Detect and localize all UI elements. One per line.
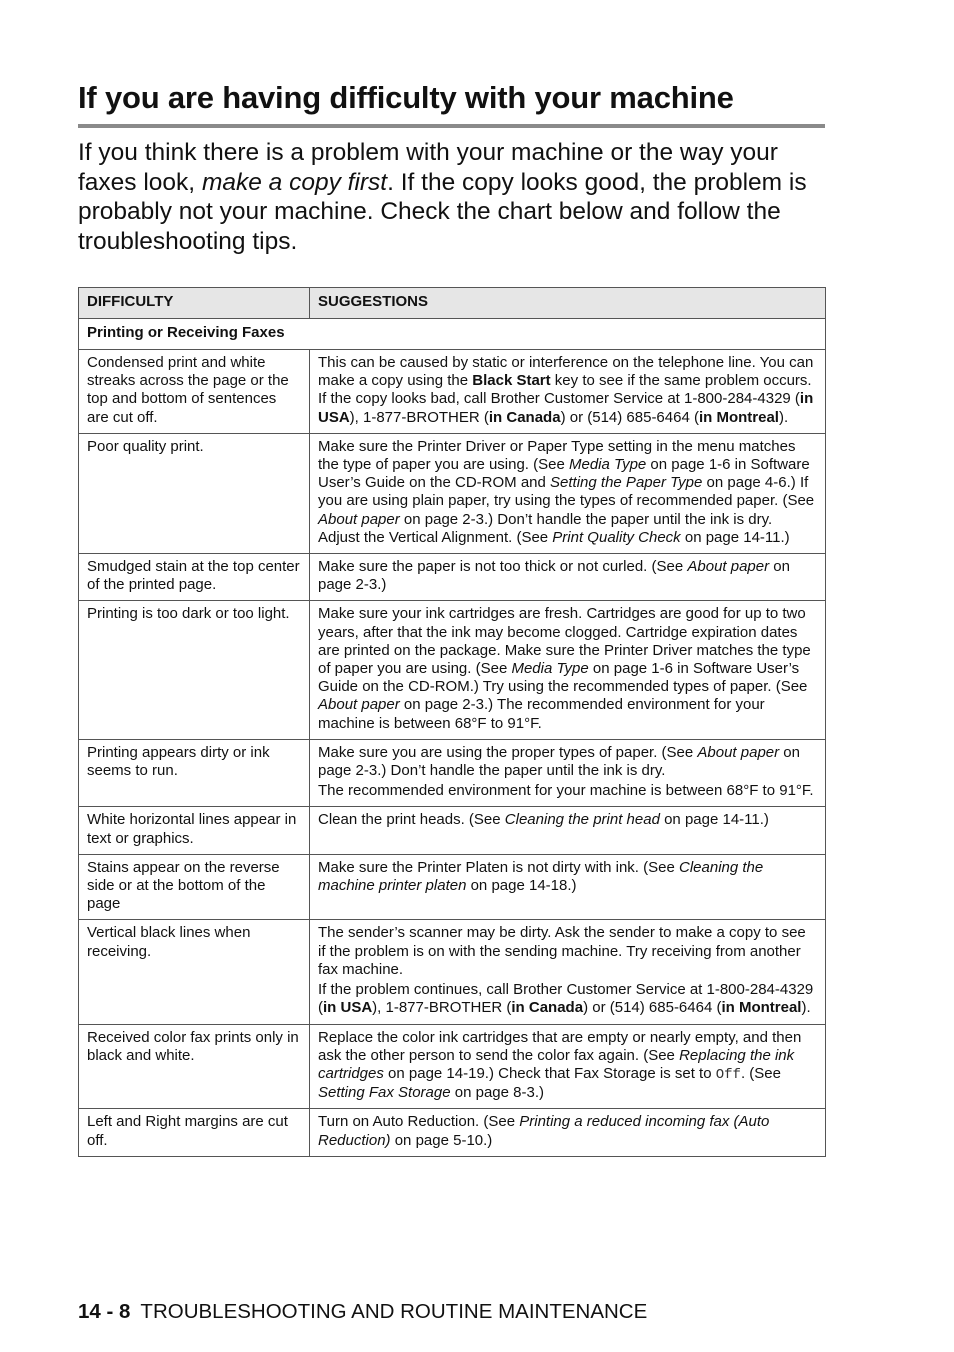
table-row — [79, 739, 826, 807]
suggestion-text: This can be caused by static or interference on the telephone line. You can make a copy using the — [318, 354, 814, 390]
reference-title: Replacing the ink cartridges — [318, 1046, 795, 1082]
intro-paragraph — [78, 138, 838, 256]
suggestion-paragraph — [318, 744, 817, 780]
suggestion-text: ), 1-877-BROTHER ( — [349, 408, 489, 426]
suggestion-cell — [310, 739, 826, 807]
suggestion-cell — [310, 433, 826, 553]
suggestion-cell — [310, 601, 826, 739]
reference-title: About paper — [687, 558, 770, 576]
reference-title: Media Type — [569, 456, 647, 474]
difficulty-cell: Vertical black lines when receiving. — [79, 920, 310, 1024]
bold-text: in Montreal — [721, 999, 802, 1017]
page-title: If you are having difficulty with your machine — [78, 80, 734, 115]
suggestion-text: ), 1-877-BROTHER ( — [372, 999, 512, 1017]
suggestion-text: The sender’s scanner may be dirty. Ask the sender to make a copy to see if the problem is on with the sending machine. Try receiving from another fax machine. — [318, 924, 806, 978]
page-footer — [78, 1300, 647, 1324]
bold-text: in USA — [323, 999, 373, 1017]
suggestion-paragraph — [318, 1113, 817, 1149]
difficulty-cell: White horizontal lines appear in text or graphics. — [79, 807, 310, 854]
suggestion-text: Replace the color ink cartridges that are empty or nearly empty, and then ask the other person to send the color fax again. (See — [318, 1028, 802, 1064]
bold-text: Black Start — [472, 372, 551, 390]
suggestion-text: on page 5-10.) — [390, 1131, 493, 1149]
table-row — [79, 601, 826, 739]
suggestion-text: on page 14-19.) Check that Fax Storage is set to — [383, 1064, 716, 1082]
suggestion-cell — [310, 920, 826, 1024]
difficulty-cell: Printing is too dark or too light. — [79, 601, 310, 739]
table-row — [79, 554, 826, 601]
difficulty-cell: Poor quality print. — [79, 433, 310, 553]
column-header-suggestions: SUGGESTIONS — [310, 288, 826, 319]
suggestion-cell — [310, 350, 826, 434]
column-header-difficulty: DIFFICULTY — [79, 288, 310, 319]
intro-text-1: If you think there is a problem with your machine or the way your faxes look, — [78, 139, 778, 196]
suggestion-text: Make sure the Printer Platen is not dirty with ink. (See — [318, 858, 679, 876]
table-row — [79, 350, 826, 434]
section-heading: Printing or Receiving Faxes — [79, 319, 826, 350]
suggestion-text: on page 1-6 in Software User’s Guide on the CD-ROM.) Try using the recommended types of paper. (See — [318, 660, 808, 696]
suggestion-text: on page 4-6.) If you are using plain paper, try using the types of recommended paper. (See — [318, 474, 815, 510]
difficulty-cell: Stains appear on the reverse side or at the bottom of the page — [79, 854, 310, 920]
suggestion-paragraph — [318, 782, 817, 800]
suggestion-cell — [310, 1109, 826, 1156]
suggestion-text: The recommended environment for your machine is between 68°F to 91°F. — [318, 782, 814, 800]
suggestion-cell — [310, 854, 826, 920]
reference-title: About paper — [318, 696, 400, 714]
suggestion-text: on page 14-11.) — [680, 528, 790, 546]
reference-title: About paper — [697, 743, 780, 761]
reference-title: Printing a reduced incoming fax (Auto Reduction) — [318, 1113, 770, 1149]
suggestion-text: Make sure you are using the proper types of paper. (See — [318, 743, 698, 761]
suggestion-text: key to see if the same problem occurs. If the copy looks bad, call Brother Customer Service at 1-800-284-4329 ( — [318, 372, 812, 408]
bold-text: in Canada — [511, 999, 584, 1017]
suggestion-text: Make sure the paper is not too thick or not curled. (See — [318, 558, 688, 576]
suggestion-paragraph — [318, 1029, 817, 1103]
intro-emphasis: make a copy first — [201, 168, 388, 196]
suggestion-text: Make sure your ink cartridges are fresh. Cartridges are good for up to two years, after that the ink may become clogged. Cartridge expiration dates are printed on the package. Make sure the Printer Driver matches the type of paper you are using. (See — [318, 605, 811, 678]
table-row — [79, 807, 826, 854]
reference-title: Cleaning the machine printer platen — [318, 858, 764, 895]
table-row — [79, 854, 826, 920]
table-row — [79, 1109, 826, 1156]
suggestion-text: If the problem continues, call Brother Customer Service at 1-800-284-4329 ( — [318, 981, 814, 1017]
table-row — [79, 1024, 826, 1109]
difficulty-cell: Smudged stain at the top center of the printed page. — [79, 554, 310, 601]
title-rule — [78, 124, 825, 128]
reference-title: Media Type — [511, 660, 589, 678]
suggestion-cell — [310, 554, 826, 601]
reference-title: About paper — [318, 510, 400, 528]
suggestion-paragraph — [318, 924, 817, 979]
bold-text: in USA — [318, 390, 814, 426]
suggestion-text: ). — [778, 408, 789, 426]
suggestion-text: ). — [801, 999, 811, 1017]
suggestion-paragraph — [318, 438, 817, 547]
bold-text: in Canada — [488, 408, 561, 426]
table-header-row — [79, 288, 826, 319]
suggestion-cell — [310, 1024, 826, 1109]
reference-title: Setting the Paper Type — [550, 474, 703, 492]
suggestion-text: on page 2-3.) The recommended environment for your machine is between 68°F to 91°F. — [318, 696, 765, 732]
table-row — [79, 433, 826, 553]
bold-text: in Montreal — [698, 408, 779, 426]
suggestion-text: ) or (514) 685-6464 ( — [583, 999, 722, 1017]
suggestion-text: on page 1-6 in Software User’s Guide on the CD-ROM and — [318, 456, 810, 492]
reference-title: Setting Fax Storage — [318, 1084, 451, 1102]
section-row — [79, 319, 826, 350]
difficulty-cell: Received color fax prints only in black and white. — [79, 1024, 310, 1109]
suggestion-text: on page 14-18.) — [466, 877, 577, 895]
suggestion-paragraph — [318, 605, 817, 732]
suggestion-text: Clean the print heads. (See — [318, 811, 505, 829]
difficulty-cell: Printing appears dirty or ink seems to run. — [79, 739, 310, 807]
page-number: 14 - 8 — [78, 1300, 131, 1323]
suggestion-paragraph — [318, 859, 817, 895]
table-row — [79, 920, 826, 1024]
suggestion-text: Turn on Auto Reduction. (See — [318, 1113, 520, 1131]
intro-text-2: . If the copy looks good, the problem is probably not your machine. Check the chart below and follow the troubleshooting tips. — [78, 168, 807, 255]
difficulty-cell: Condensed print and white streaks across the page or the top and bottom of sentences are cut off. — [79, 350, 310, 434]
suggestion-text: on page 14-11.) — [659, 811, 769, 829]
suggestion-text: on page 2-3.) Don’t handle the paper until the ink is dry. Adjust the Vertical Alignment. (See — [318, 510, 773, 546]
suggestion-text: on page 2-3.) — [318, 558, 790, 594]
chapter-title: TROUBLESHOOTING AND ROUTINE MAINTENANCE — [140, 1300, 648, 1323]
difficulty-cell: Left and Right margins are cut off. — [79, 1109, 310, 1156]
reference-title: Print Quality Check — [552, 528, 681, 546]
suggestion-paragraph — [318, 811, 817, 829]
suggestion-paragraph — [318, 981, 817, 1017]
suggestion-text: Make sure the Printer Driver or Paper Type setting in the menu matches the type of paper you are using. (See — [318, 437, 796, 474]
suggestion-paragraph — [318, 558, 817, 594]
suggestion-text: on page 2-3.) Don’t handle the paper until the ink is dry. — [318, 743, 800, 780]
suggestion-paragraph — [318, 354, 817, 427]
suggestion-text: . (See — [740, 1064, 781, 1082]
troubleshooting-table — [78, 287, 826, 1157]
suggestion-text: on page 8-3.) — [450, 1084, 544, 1102]
setting-value: Off — [715, 1066, 741, 1083]
reference-title: Cleaning the print head — [504, 811, 660, 829]
suggestion-cell — [310, 807, 826, 854]
suggestion-text: ) or (514) 685-6464 ( — [560, 408, 699, 426]
